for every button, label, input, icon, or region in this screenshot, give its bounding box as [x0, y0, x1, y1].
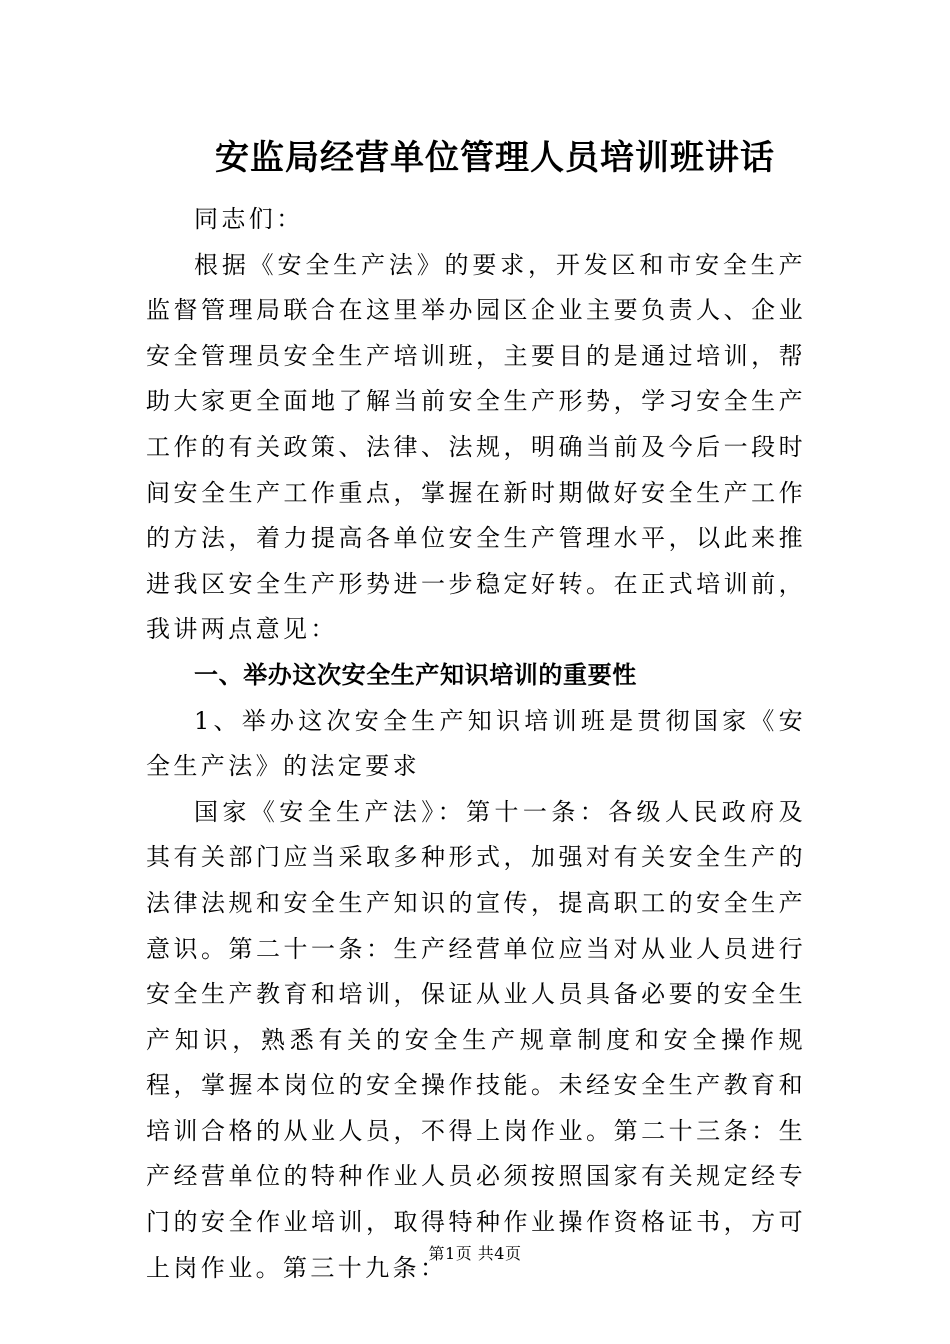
page-title: 安监局经营单位管理人员培训班讲话: [215, 138, 775, 178]
subsection-paragraph: 1、举办这次安全生产知识培训班是贯彻国家《安全生产法》的法定要求: [146, 706, 806, 781]
document-body: [146, 197, 806, 1291]
section-heading: 一、举办这次安全生产知识培训的重要性: [194, 660, 637, 689]
law-citation-paragraph: 国家《安全生产法》：第十一条：各级人民政府及其有关部门应当采取多种形式，加强对有关安全生产的法律法规和安全生产知识的宣传，提高职工的安全生产意识。第二十一条：生产经营单位应当对从业人员进行安全生产教育和培训，保证从业人员具备必要的安全生产知识，熟悉有关的安全生产规章制度和安全操作规程，掌握本岗位的安全操作技能。未经安全生产教育和培训合格的从业人员，不得上岗作业。第二十三条：生产经营单位的特种作业人员必须按照国家有关规定经专门的安全作业培训，取得特种作业操作资格证书，方可上岗作业。第三十九条：: [146, 797, 806, 1282]
intro-paragraph: 根据《安全生产法》的要求，开发区和市安全生产监督管理局联合在这里举办园区企业主要负责人、企业安全管理员安全生产培训班，主要目的是通过培训，帮助大家更全面地了解当前安全生产形势，学习安全生产工作的有关政策、法律、法规，明确当前及今后一段时间安全生产工作重点，掌握在新时期做好安全生产工作的方法，着力提高各单位安全生产管理水平，以此来推进我区安全生产形势进一步稳定好转。在正式培训前，我讲两点意见：: [146, 250, 806, 644]
page-number-footer: 第1页 共4页: [428, 1244, 522, 1263]
salutation-paragraph: 同志们：: [194, 205, 304, 233]
